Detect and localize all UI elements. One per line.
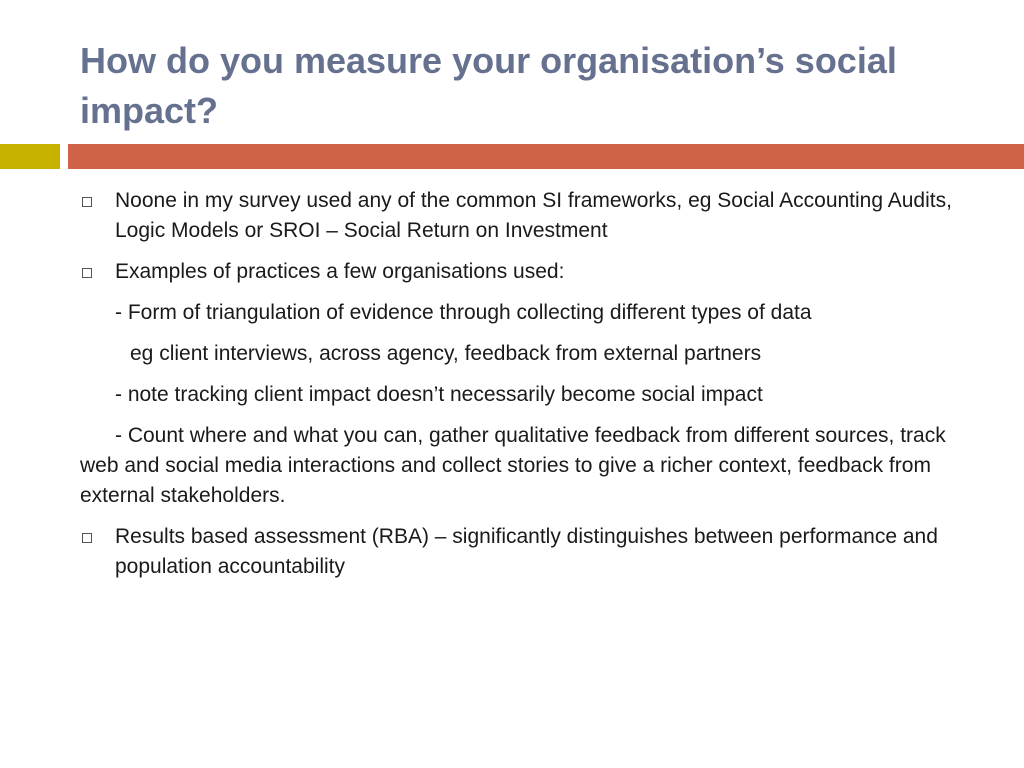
bullet-text: Noone in my survey used any of the common SI frameworks, eg Social Accounting Audits, Logic Models or SROI – Social Return on Investment <box>115 189 952 242</box>
hollow-square-bullet-icon <box>82 533 92 543</box>
accent-bar-yellow <box>0 144 60 169</box>
bullet-text: Examples of practices a few organisations used: <box>115 260 565 283</box>
bullet-item <box>80 186 980 246</box>
bullet-text: Results based assessment (RBA) – significantly distinguishes between performance and population accountability <box>115 525 938 578</box>
hollow-square-bullet-icon <box>82 268 92 278</box>
hollow-square-bullet-icon <box>82 197 92 207</box>
slide-title: How do you measure your organisation’s social impact? <box>80 40 897 131</box>
slide-body <box>80 186 980 593</box>
sub-item: - Form of triangulation of evidence through collecting different types of data <box>115 301 812 324</box>
bullet-item <box>80 257 980 287</box>
sub-item: - Count where and what you can, gather qualitative feedback from different sources, track web and social media interactions and collect stories to give a richer context, feedback from external stakeholders. <box>80 424 946 507</box>
bullet-item <box>80 522 980 582</box>
sub-item: - note tracking client impact doesn’t necessarily become social impact <box>115 383 763 406</box>
sub-item-continuation: eg client interviews, across agency, feedback from external partners <box>130 342 762 365</box>
accent-bar-orange <box>68 144 1024 169</box>
